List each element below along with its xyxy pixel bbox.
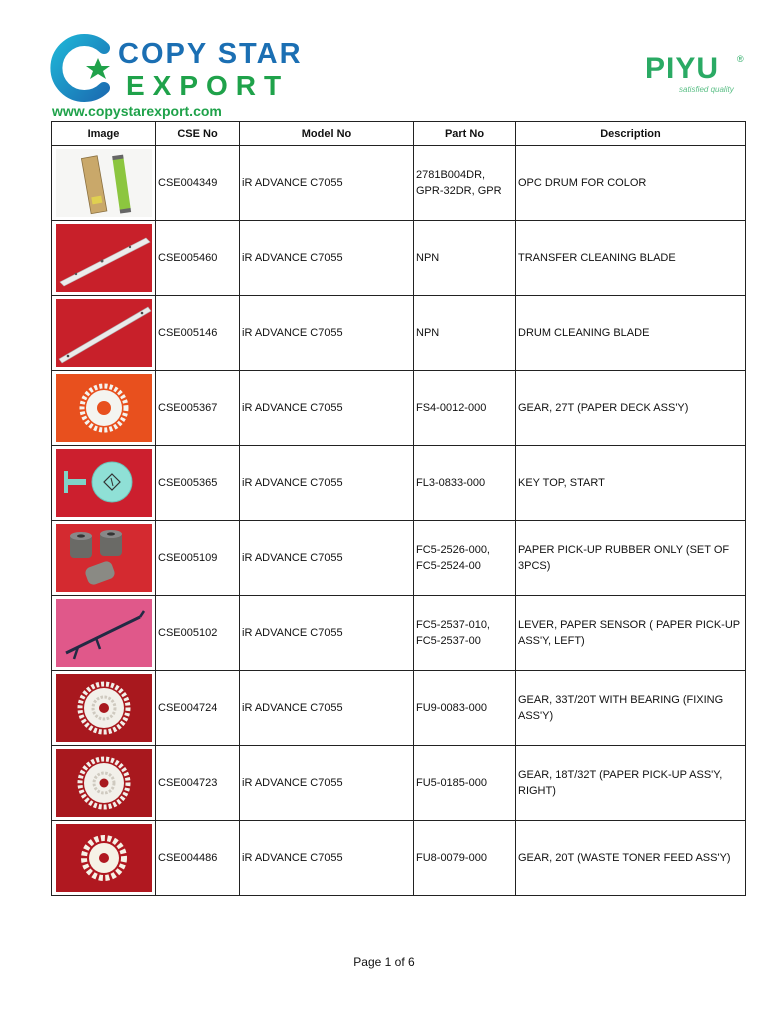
description: OPC DRUM FOR COLOR (516, 146, 746, 221)
part-number: FU9-0083-000 (414, 671, 516, 746)
cse-number: CSE005367 (156, 371, 240, 446)
table-row (52, 821, 746, 896)
product-image-cell (52, 671, 156, 746)
pickup-rubber-set-photo (56, 524, 152, 592)
product-image-cell (52, 521, 156, 596)
table-row (52, 521, 746, 596)
table-row (52, 446, 746, 521)
part-number: FC5-2526-000, FC5-2524-00 (414, 521, 516, 596)
table-row (52, 596, 746, 671)
cse-number: CSE005146 (156, 296, 240, 371)
description: GEAR, 27T (PAPER DECK ASS'Y) (516, 371, 746, 446)
part-number: NPN (414, 221, 516, 296)
cse-number: CSE004723 (156, 746, 240, 821)
table-row (52, 296, 746, 371)
gear-27t-photo (56, 374, 152, 442)
column-header-description: Description (516, 122, 746, 146)
table-row (52, 746, 746, 821)
logo-line1: COPY STAR (118, 38, 303, 70)
product-image-cell (52, 296, 156, 371)
description: KEY TOP, START (516, 446, 746, 521)
product-image-cell (52, 371, 156, 446)
gear-20t-photo (56, 824, 152, 892)
column-header-part-no: Part No (414, 122, 516, 146)
product-image-cell (52, 221, 156, 296)
part-number: FS4-0012-000 (414, 371, 516, 446)
registered-mark: ® (737, 54, 744, 64)
part-number: FL3-0833-000 (414, 446, 516, 521)
cse-number: CSE005102 (156, 596, 240, 671)
gear-33t-20t-photo (56, 674, 152, 742)
model-number: iR ADVANCE C7055 (240, 671, 414, 746)
part-number: FC5-2537-010, FC5-2537-00 (414, 596, 516, 671)
product-image-cell (52, 146, 156, 221)
model-number: iR ADVANCE C7055 (240, 521, 414, 596)
piyu-tagline: satisfied quality (679, 85, 734, 94)
drum-cleaning-blade-photo (56, 299, 152, 367)
part-number: NPN (414, 296, 516, 371)
column-header-model-no: Model No (240, 122, 414, 146)
piyu-wordmark: PIYU (645, 52, 720, 85)
description: LEVER, PAPER SENSOR ( PAPER PICK-UP ASS'Y, LEFT) (516, 596, 746, 671)
model-number: iR ADVANCE C7055 (240, 446, 414, 521)
product-image-cell (52, 746, 156, 821)
table-row (52, 221, 746, 296)
key-top-start-photo (56, 449, 152, 517)
model-number: iR ADVANCE C7055 (240, 221, 414, 296)
model-number: iR ADVANCE C7055 (240, 821, 414, 896)
cse-number: CSE004349 (156, 146, 240, 221)
cse-number: CSE005109 (156, 521, 240, 596)
product-image-cell (52, 596, 156, 671)
parts-table (51, 121, 746, 896)
copy-star-export-logo (48, 34, 388, 102)
table-row (52, 671, 746, 746)
model-number: iR ADVANCE C7055 (240, 746, 414, 821)
column-header-cse-no: CSE No (156, 122, 240, 146)
cse-number: CSE005365 (156, 446, 240, 521)
part-number: 2781B004DR, GPR-32DR, GPR (414, 146, 516, 221)
website-link[interactable]: www.copystarexport.com (52, 103, 222, 119)
cse-number: CSE004486 (156, 821, 240, 896)
description: GEAR, 18T/32T (PAPER PICK-UP ASS'Y, RIGHT) (516, 746, 746, 821)
model-number: iR ADVANCE C7055 (240, 296, 414, 371)
description: PAPER PICK-UP RUBBER ONLY (SET OF 3PCS) (516, 521, 746, 596)
model-number: iR ADVANCE C7055 (240, 371, 414, 446)
paper-sensor-lever-photo (56, 599, 152, 667)
cse-number: CSE005460 (156, 221, 240, 296)
description: GEAR, 20T (WASTE TONER FEED ASS'Y) (516, 821, 746, 896)
piyu-logo (645, 52, 749, 98)
part-number: FU5-0185-000 (414, 746, 516, 821)
table-row (52, 146, 746, 221)
table-row (52, 371, 746, 446)
table-header-row (52, 122, 746, 146)
page-number: Page 1 of 6 (353, 955, 415, 969)
cse-number: CSE004724 (156, 671, 240, 746)
column-header-image: Image (52, 122, 156, 146)
model-number: iR ADVANCE C7055 (240, 596, 414, 671)
opc-drum-photo (56, 149, 152, 217)
part-number: FU8-0079-000 (414, 821, 516, 896)
description: TRANSFER CLEANING BLADE (516, 221, 746, 296)
model-number: iR ADVANCE C7055 (240, 146, 414, 221)
logo-line2: EXPORT (126, 70, 290, 101)
gear-18t-32t-photo (56, 749, 152, 817)
product-image-cell (52, 446, 156, 521)
product-image-cell (52, 821, 156, 896)
transfer-cleaning-blade-photo (56, 224, 152, 292)
description: DRUM CLEANING BLADE (516, 296, 746, 371)
description: GEAR, 33T/20T WITH BEARING (FIXING ASS'Y) (516, 671, 746, 746)
